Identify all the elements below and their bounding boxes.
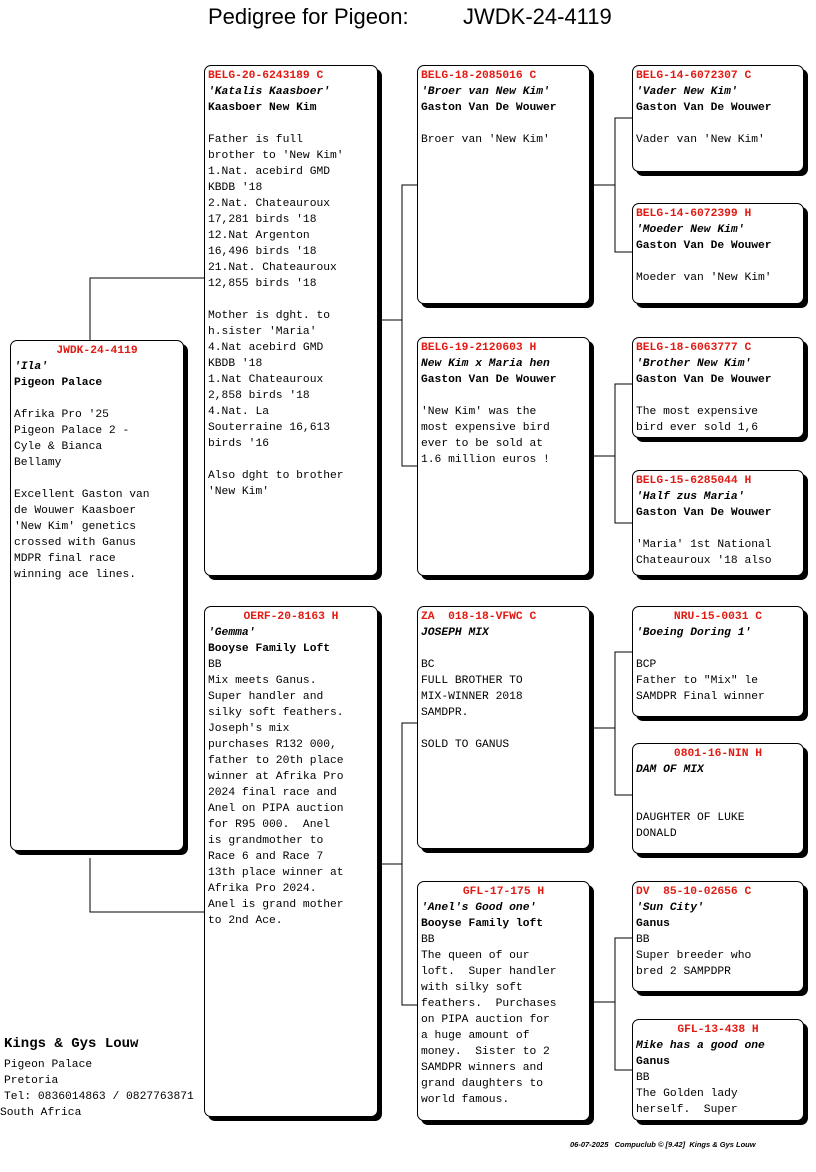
breeder-name: Booyse Family loft: [421, 918, 544, 930]
ring-number: OERF-20-8163 H: [243, 611, 339, 623]
ring-number: NRU-15-0031 C: [673, 611, 763, 623]
pigeon-notes: 'New Kim' was the most expensive bird ever to be sold at 1.6 million euros !: [421, 406, 550, 466]
pigeon-name: 'Boeing Doring 1': [636, 627, 752, 639]
pigeon-card-mfm: [632, 743, 804, 854]
pigeon-card-fmf: [632, 337, 804, 438]
ring-number: ZA 018-18-VFWC C: [421, 611, 537, 623]
pigeon-card-subject: [10, 340, 184, 851]
ring-number: BELG-19-2120603 H: [421, 342, 537, 354]
breeder-name: Gaston Van De Wouwer: [636, 240, 772, 252]
owner-info: [0, 1035, 194, 1121]
title-ring: JWDK-24-4119: [463, 4, 612, 29]
ring-number: BELG-14-6072307 C: [636, 70, 752, 82]
ring-number: BELG-15-6285044 H: [636, 475, 752, 487]
print-footer: 06-07-2025 Compuclub © [9.42] Kings & Gys Louw: [570, 1140, 756, 1149]
pigeon-card-mmm: [632, 1019, 804, 1121]
pigeon-notes: DAUGHTER OF LUKE DONALD: [636, 812, 745, 840]
pigeon-name: 'Brother New Kim': [636, 358, 752, 370]
pigeon-name: 'Sun City': [636, 902, 704, 914]
breeder-name: Gaston Van De Wouwer: [421, 102, 557, 114]
owner-name: Kings & Gys Louw: [4, 1036, 139, 1052]
ring-number: DV 85-10-02656 C: [636, 886, 752, 898]
pigeon-notes: Vader van 'New Kim': [636, 134, 765, 146]
ring-number: 0801-16-NIN H: [673, 748, 763, 760]
pigeon-name: 'Anel's Good one': [421, 902, 537, 914]
owner-city: Pretoria: [4, 1075, 59, 1087]
ring-number: GFL-13-438 H: [677, 1024, 759, 1036]
pigeon-card-father-mother: [417, 337, 590, 576]
owner-loft: Pigeon Palace: [4, 1059, 93, 1071]
breeder-name: Booyse Family Loft: [208, 643, 331, 655]
ring-number: BELG-20-6243189 C: [208, 70, 324, 82]
breeder-name: Gaston Van De Wouwer: [636, 507, 772, 519]
breeder-name: Gaston Van De Wouwer: [636, 374, 772, 386]
owner-country: South Africa: [0, 1107, 82, 1119]
pigeon-name: 'Vader New Kim': [636, 86, 738, 98]
breeder-name: Ganus: [636, 1056, 670, 1068]
pigeon-notes: BCP Father to "Mix" le SAMDPR Final winner: [636, 659, 765, 703]
pigeon-name: 'Katalis Kaasboer': [208, 86, 331, 98]
pigeon-card-fff: [632, 65, 804, 172]
pigeon-notes: 'Maria' 1st National Chateauroux '18 also: [636, 539, 772, 567]
pigeon-name: 'Moeder New Kim': [636, 224, 745, 236]
breeder-name: Gaston Van De Wouwer: [636, 102, 772, 114]
pigeon-card-fmm: [632, 470, 804, 576]
pigeon-name: 'Ila': [14, 361, 48, 373]
pigeon-card-mother-mother: [417, 881, 590, 1121]
pigeon-notes: Afrika Pro '25 Pigeon Palace 2 - Cyle & Bianca Bellamy Excellent Gaston van de Wouwer Kaasboer 'New Kim' genetics crossed with Ganus MDPR final race winning ace lines.: [14, 409, 150, 581]
breeder-name: Ganus: [636, 918, 670, 930]
ring-number: GFL-17-175 H: [462, 886, 545, 898]
pigeon-notes: Broer van 'New Kim': [421, 134, 550, 146]
pigeon-card-mff: [632, 606, 804, 717]
pigeon-name: 'Half zus Maria': [636, 491, 745, 503]
pigeon-notes: BB Super breeder who bred 2 SAMPDPR: [636, 934, 752, 978]
pigeon-notes: Father is full brother to 'New Kim' 1.Nat. acebird GMD KBDB '18 2.Nat. Chateauroux 17,281 birds '18 12.Nat Argenton 16,496 birds '18 21.Nat. Chateauroux 12,855 birds '18 Mother is dght. to h.sister 'Maria' 4.Nat acebird GMD KBDB '18 1.Nat Chateauroux 2,858 birds '18 4.Nat. La Souterraine 16,613 birds '16 Also dght to brother 'New Kim': [208, 134, 344, 498]
pigeon-name: 'Broer van New Kim': [421, 86, 550, 98]
pigeon-name: New Kim x Maria hen: [421, 358, 550, 370]
pigeon-name: Mike has a good one: [636, 1040, 765, 1052]
pigeon-notes: Moeder van 'New Kim': [636, 272, 772, 284]
breeder-name: Pigeon Palace: [14, 377, 103, 389]
pigeon-card-father-father: [417, 65, 590, 304]
pigeon-name: 'Gemma': [208, 627, 256, 639]
ring-number: BELG-18-2085016 C: [421, 70, 537, 82]
pigeon-notes: BC FULL BROTHER TO MIX-WINNER 2018 SAMDPR. SOLD TO GANUS: [421, 659, 523, 751]
pigeon-notes: BB Mix meets Ganus. Super handler and silky soft feathers. Joseph's mix purchases R132 000, father to 20th place winner at Afrika Pro 2024 final race and Anel on PIPA auction for R95 000. Anel is grandmother to Race 6 and Race 7 13th place winner at Afrika Pro 2024. Anel is grand mother to 2nd Ace.: [208, 659, 344, 927]
breeder-name: Gaston Van De Wouwer: [421, 374, 557, 386]
pigeon-notes: BB The queen of our loft. Super handler with silky soft feathers. Purchases on PIPA auction for a huge amount of money. Sister to 2 SAMDPR winners and grand daughters to world famous.: [421, 934, 557, 1106]
ring-number: BELG-18-6063777 C: [636, 342, 752, 354]
pigeon-name: JOSEPH MIX: [421, 627, 489, 639]
ring-number: BELG-14-6072399 H: [636, 208, 752, 220]
owner-phone: Tel: 0836014863 / 0827763871: [4, 1091, 194, 1103]
ring-number: JWDK-24-4119: [56, 345, 138, 357]
pigeon-card-mother: [204, 606, 378, 1117]
pigeon-card-mmf: [632, 881, 804, 992]
pigeon-card-father: [204, 65, 378, 576]
pigeon-notes: BB The Golden lady herself. Super: [636, 1072, 738, 1116]
pigeon-notes: The most expensive bird ever sold 1,6: [636, 406, 759, 434]
pigeon-name: DAM OF MIX: [636, 764, 704, 776]
title-label: Pedigree for Pigeon:: [208, 4, 409, 29]
breeder-name: Kaasboer New Kim: [208, 102, 317, 114]
pigeon-card-mother-father: [417, 606, 590, 849]
pigeon-card-ffm: [632, 203, 804, 304]
